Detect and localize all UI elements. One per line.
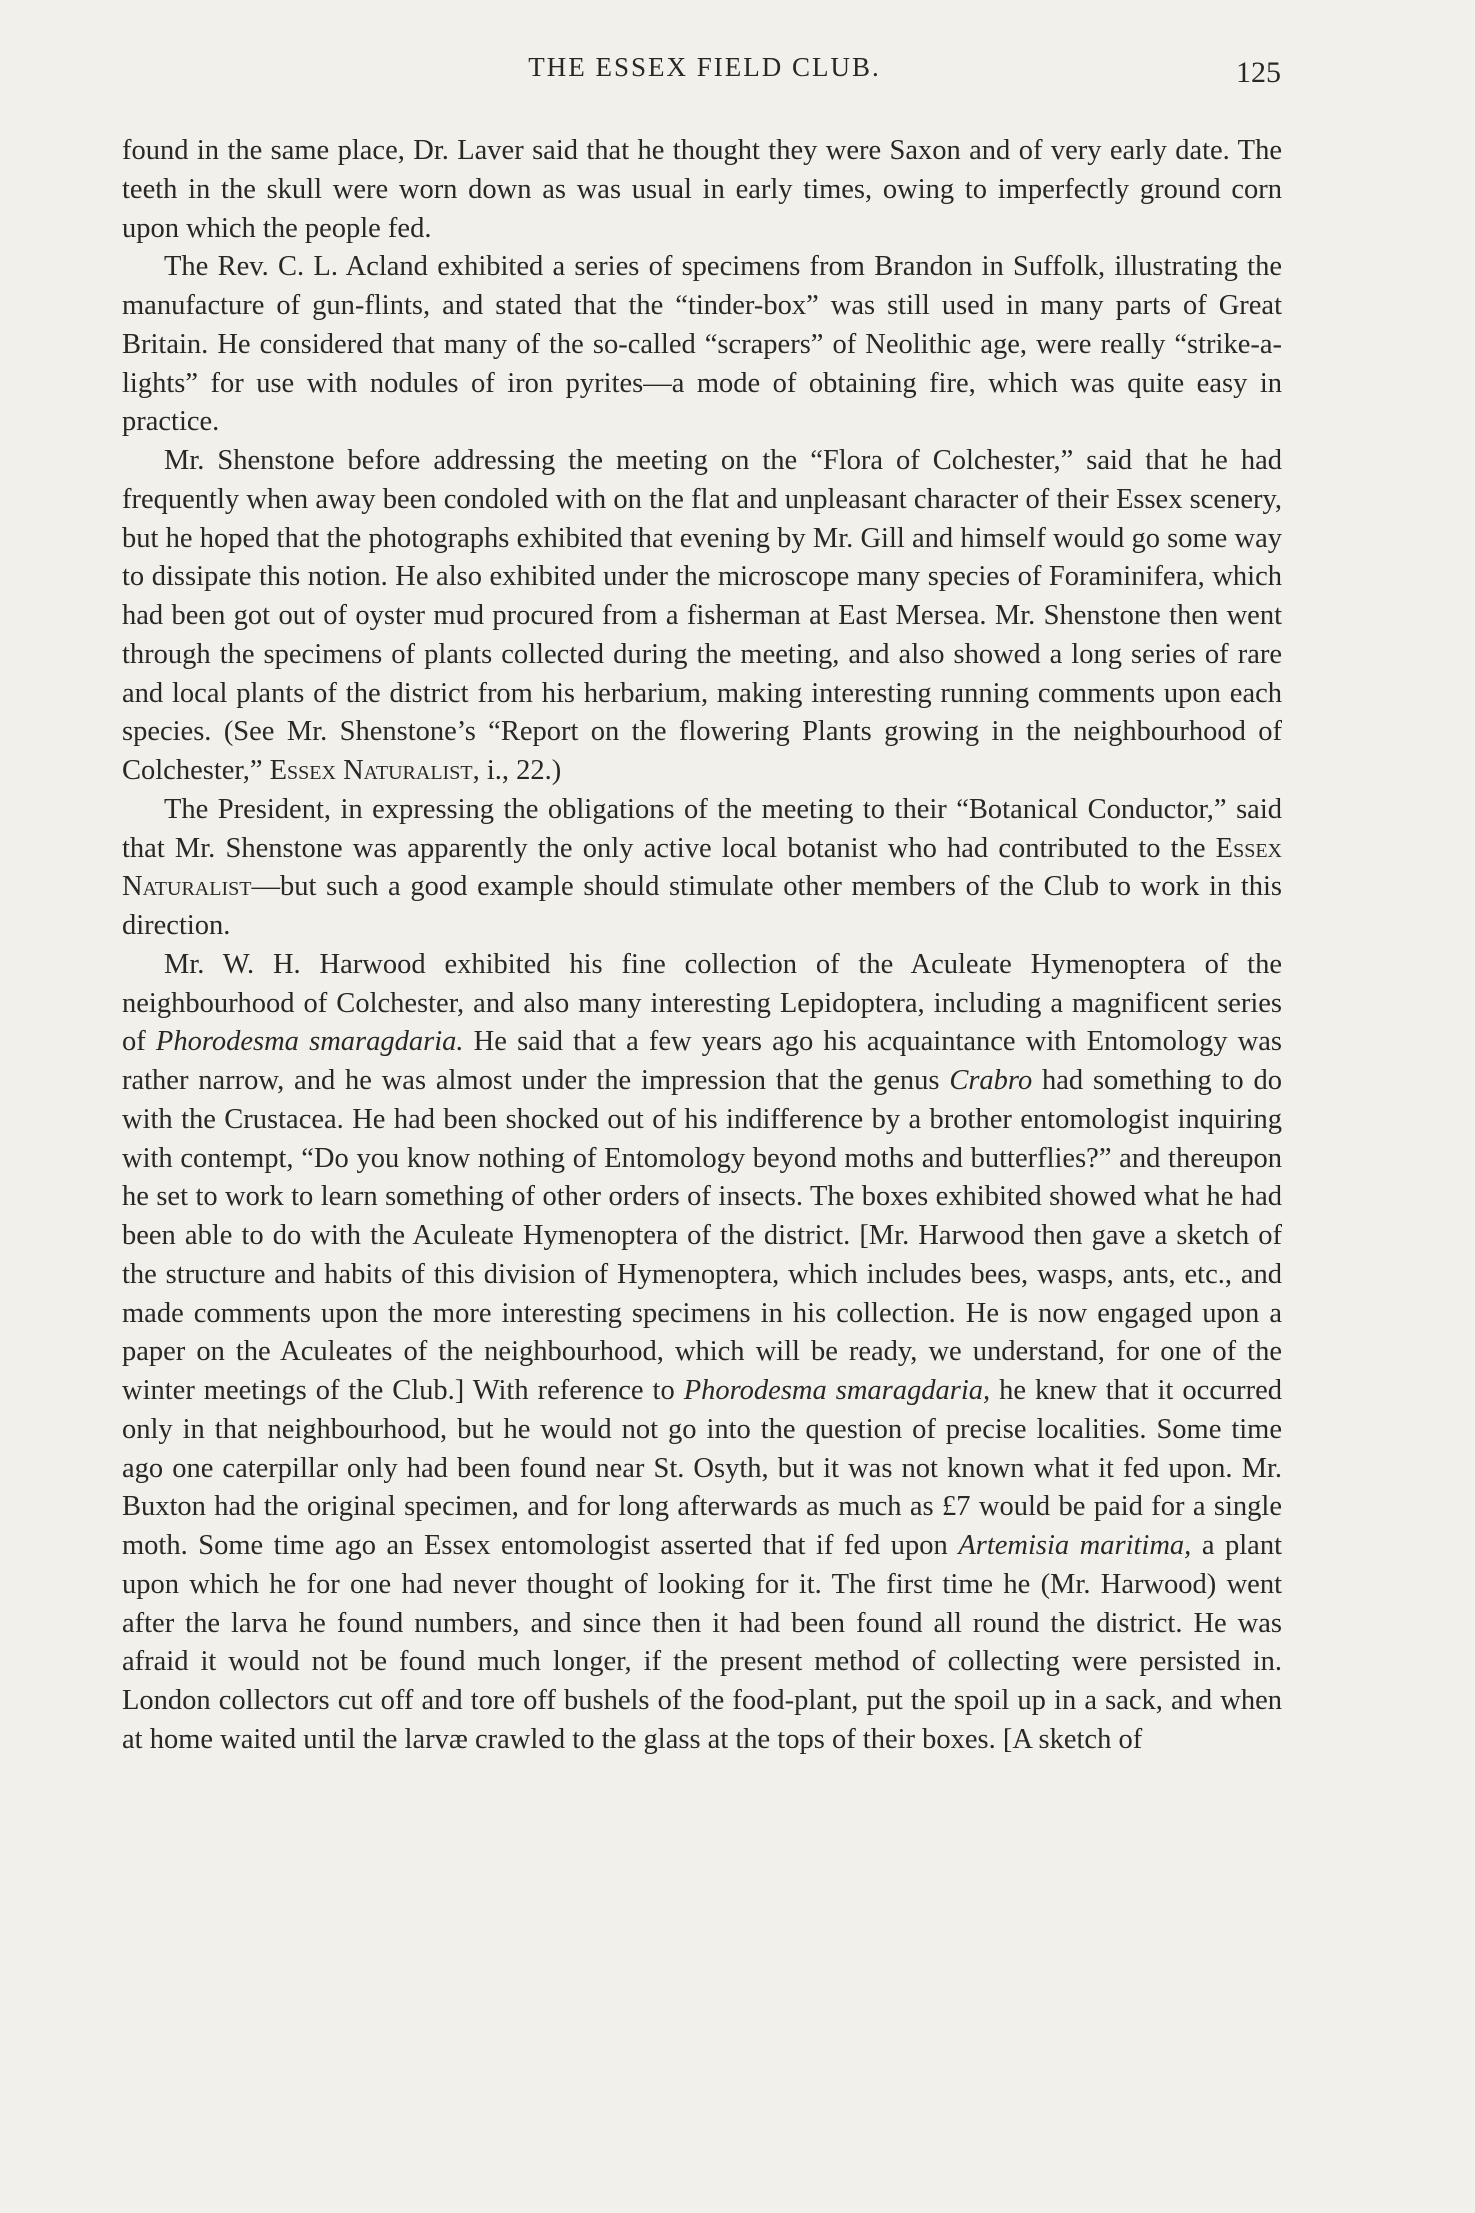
text-run: Mr. W. H. Harwood exhibited his fine collection of the Aculeate Hymenoptera of the neighbourhood of Colchester, and also many interesting Lepidoptera, including a magnificent series of [122,948,1282,1058]
paragraph [122,248,1282,442]
paragraph [122,442,1282,791]
body-text [122,132,1282,1760]
italic-term: Crabro [949,1065,1033,1096]
page-number: 125 [1236,56,1281,89]
text-run: The President, in expressing the obligations of the meeting to their “Botanical Conductor,” said that Mr. Shenstone was apparently the only active local botanist who had contributed to the [122,793,1282,864]
text-run: , i., 22.) [472,755,562,786]
paragraph [122,946,1282,1760]
italic-term: Phorodesma smaragdaria. [155,1026,464,1058]
paragraph [122,791,1282,946]
text-run: He said that a few years ago his acquaintance with Entomology was rather narrow, and he was almost under the impression that the genus [122,1026,1282,1096]
small-caps-title: Essex Naturalist [269,755,473,786]
text-run: Mr. Shenstone before addressing the meeting on the “Flora of Colchester,” said that he had frequently when away been condoled with on the flat and unpleasant character of their Essex scenery, but he hoped that the photographs exhibited that evening by Mr. Gill and himself would go some way to dissipate this notion. He also exhibited under the microscope many species of Foraminifera, which had been got out of oyster mud procured from a fisherman at East Mersea. Mr. Shenstone then went through the specimens of plants collected during the meeting, and also showed a long series of rare and local plants of the district from his herbarium, making interesting running comments upon each species. (See Mr. Shenstone’s “Report on the flowering Plants growing in the neighbourhood of Colchester,” [122,445,1282,786]
text-run: found in the same place, Dr. Laver said that he thought they were Saxon and of very early date. The teeth in the skull were worn down as was usual in early times, owing to imperfectly ground corn upon which the people fed. [122,135,1282,244]
paragraph [122,132,1282,248]
italic-term: Artemisia maritima, [958,1530,1192,1561]
italic-term: Phorodesma smaragdaria, [683,1375,991,1406]
text-run: he knew that it occurred only in that neighbourhood, but he would not go into the question of precise localities. Some time ago one caterpillar only had been found near St. Osyth, but it was not known what it fed upon. Mr. Buxton had the original specimen, and for long afterwards as much as £7 would be paid for a single moth. Some time ago an Essex entomologist asserted that if fed upon [122,1375,1283,1561]
text-run: had something to do with the Crustacea. He had been shocked out of his indifference by a brother entomologist inquiring with contempt, “Do you know nothing of Entomology beyond moths and butterflies?” and thereupon he set to work to learn something of other orders of insects. The boxes exhibited showed what he had been able to do with the Aculeate Hymenoptera of the district. [Mr. Harwood then gave a sketch of the structure and habits of this division of Hymenoptera, which includes bees, wasps, ants, etc., and made comments upon the more interesting specimens in his collection. He is now engaged upon a paper on the Aculeates of the neighbourhood, which will be ready, we understand, for one of the winter meetings of the Club.] With reference to [122,1065,1282,1406]
running-head [122,52,1287,92]
text-run: a plant upon which he for one had never thought of looking for it. The first time he (Mr. Harwood) went after the larva he found numbers, and since then it had been found all round the district. He was afraid it would not be found much longer, if the present method of collecting were persisted in. London collectors cut off and tore off bushels of the food-plant, put the spoil up in a sack, and when at home waited until the larvæ crawled to the glass at the tops of their boxes. [A sketch of [122,1530,1283,1755]
text-run: —but such a good example should stimulate other members of the Club to work in this direction. [122,871,1282,941]
text-run: The Rev. C. L. Acland exhibited a series of specimens from Brandon in Suffolk, illustrating the manufacture of gun-flints, and stated that the “tinder-box” was still used in many parts of Great Britain. He considered that many of the so-called “scrapers” of Neolithic age, were really “strike-a-lights” for use with nodules of iron pyrites—a mode of obtaining fire, which was quite easy in practice. [122,251,1282,438]
running-title: THE ESSEX FIELD CLUB. [528,52,881,82]
small-caps-title: Essex Naturalist [122,832,1282,903]
